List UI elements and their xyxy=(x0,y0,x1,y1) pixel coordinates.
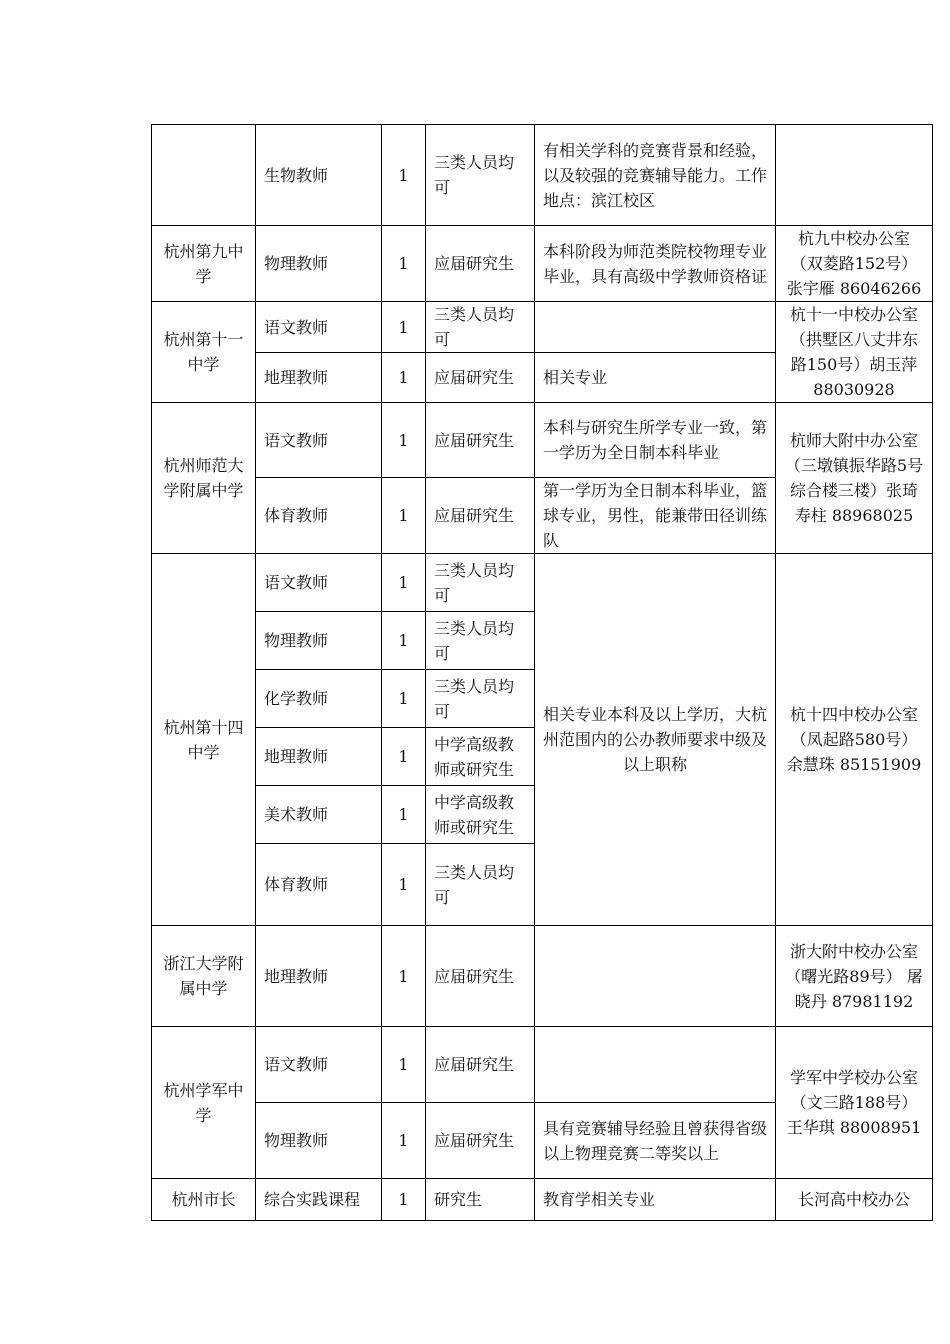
school-cell: 浙江大学附属中学 xyxy=(152,926,256,1027)
count-cell: 1 xyxy=(382,353,426,403)
category-cell: 三类人员均可 xyxy=(426,125,535,226)
count-cell: 1 xyxy=(382,612,426,670)
category-cell: 应届研究生 xyxy=(426,403,535,478)
category-cell: 研究生 xyxy=(426,1179,535,1221)
table-row xyxy=(152,403,933,478)
table-row xyxy=(152,926,933,1027)
count-cell: 1 xyxy=(382,478,426,554)
requirement-cell: 第一学历为全日制本科毕业，篮球专业，男性，能兼带田径训练队 xyxy=(535,478,776,554)
contact-cell: 杭师大附中办公室（三墩镇振华路5号综合楼三楼）张琦 寿柱 88968025 xyxy=(776,403,933,554)
category-cell: 应届研究生 xyxy=(426,1027,535,1103)
category-cell: 中学高级教师或研究生 xyxy=(426,786,535,844)
contact-cell: 学军中学校办公室（文三路188号） 王华琪 88008951 xyxy=(776,1027,933,1179)
school-cell: 杭州第九中学 xyxy=(152,226,256,302)
position-cell: 地理教师 xyxy=(256,926,382,1027)
category-cell: 三类人员均可 xyxy=(426,670,535,728)
category-cell: 中学高级教师或研究生 xyxy=(426,728,535,786)
category-cell: 三类人员均可 xyxy=(426,302,535,353)
position-cell: 语文教师 xyxy=(256,554,382,612)
position-cell: 物理教师 xyxy=(256,226,382,302)
position-cell: 语文教师 xyxy=(256,1027,382,1103)
category-cell: 应届研究生 xyxy=(426,926,535,1027)
category-cell: 应届研究生 xyxy=(426,226,535,302)
category-cell: 应届研究生 xyxy=(426,353,535,403)
category-cell: 三类人员均可 xyxy=(426,554,535,612)
school-cell: 杭州第十一中学 xyxy=(152,302,256,403)
requirement-cell: 本科阶段为师范类院校物理专业毕业，具有高级中学教师资格证 xyxy=(535,226,776,302)
requirement-cell: 相关专业 xyxy=(535,353,776,403)
category-cell: 应届研究生 xyxy=(426,1103,535,1179)
category-cell: 三类人员均可 xyxy=(426,844,535,926)
count-cell: 1 xyxy=(382,844,426,926)
requirement-cell: 教育学相关专业 xyxy=(535,1179,776,1221)
table-row xyxy=(152,1179,933,1221)
count-cell: 1 xyxy=(382,1103,426,1179)
table-row xyxy=(152,554,933,612)
position-cell: 地理教师 xyxy=(256,728,382,786)
table-row xyxy=(152,302,933,353)
count-cell: 1 xyxy=(382,125,426,226)
position-cell: 综合实践课程 xyxy=(256,1179,382,1221)
table-row xyxy=(152,226,933,302)
position-cell: 美术教师 xyxy=(256,786,382,844)
contact-cell: 长河高中校办公 xyxy=(776,1179,933,1221)
position-cell: 语文教师 xyxy=(256,302,382,353)
count-cell: 1 xyxy=(382,1027,426,1103)
count-cell: 1 xyxy=(382,302,426,353)
table-row xyxy=(152,125,933,226)
count-cell: 1 xyxy=(382,403,426,478)
requirement-cell: 具有竞赛辅导经验且曾获得省级以上物理竞赛二等奖以上 xyxy=(535,1103,776,1179)
school-cell xyxy=(152,125,256,226)
count-cell: 1 xyxy=(382,670,426,728)
contact-cell: 浙大附中校办公室（曙光路89号） 屠晓丹 87981192 xyxy=(776,926,933,1027)
recruitment-table xyxy=(151,124,933,1221)
position-cell: 语文教师 xyxy=(256,403,382,478)
school-cell: 杭州师范大学附属中学 xyxy=(152,403,256,554)
count-cell: 1 xyxy=(382,1179,426,1221)
table-row xyxy=(152,1027,933,1103)
count-cell: 1 xyxy=(382,554,426,612)
requirement-cell: 有相关学科的竞赛背景和经验，以及较强的竞赛辅导能力。工作地点：滨江校区 xyxy=(535,125,776,226)
contact-cell: 杭十一中校办公室（拱墅区八丈井东路150号）胡玉萍 88030928 xyxy=(776,302,933,403)
school-cell: 杭州市长 xyxy=(152,1179,256,1221)
position-cell: 物理教师 xyxy=(256,1103,382,1179)
requirement-cell: 本科与研究生所学专业一致，第一学历为全日制本科毕业 xyxy=(535,403,776,478)
contact-cell: 杭九中校办公室（双菱路152号）张宇雁 86046266 xyxy=(776,226,933,302)
school-cell: 杭州学军中学 xyxy=(152,1027,256,1179)
count-cell: 1 xyxy=(382,728,426,786)
position-cell: 体育教师 xyxy=(256,478,382,554)
requirement-cell xyxy=(535,1027,776,1103)
contact-cell xyxy=(776,125,933,226)
position-cell: 物理教师 xyxy=(256,612,382,670)
school-cell: 杭州第十四中学 xyxy=(152,554,256,926)
position-cell: 体育教师 xyxy=(256,844,382,926)
requirement-cell xyxy=(535,302,776,353)
contact-cell: 杭十四中校办公室（凤起路580号） 余慧珠 85151909 xyxy=(776,554,933,926)
requirement-cell xyxy=(535,926,776,1027)
position-cell: 化学教师 xyxy=(256,670,382,728)
position-cell: 生物教师 xyxy=(256,125,382,226)
requirement-cell: 相关专业本科及以上学历，大杭州范围内的公办教师要求中级及以上职称 xyxy=(535,554,776,926)
count-cell: 1 xyxy=(382,786,426,844)
position-cell: 地理教师 xyxy=(256,353,382,403)
category-cell: 三类人员均可 xyxy=(426,612,535,670)
category-cell: 应届研究生 xyxy=(426,478,535,554)
count-cell: 1 xyxy=(382,926,426,1027)
count-cell: 1 xyxy=(382,226,426,302)
